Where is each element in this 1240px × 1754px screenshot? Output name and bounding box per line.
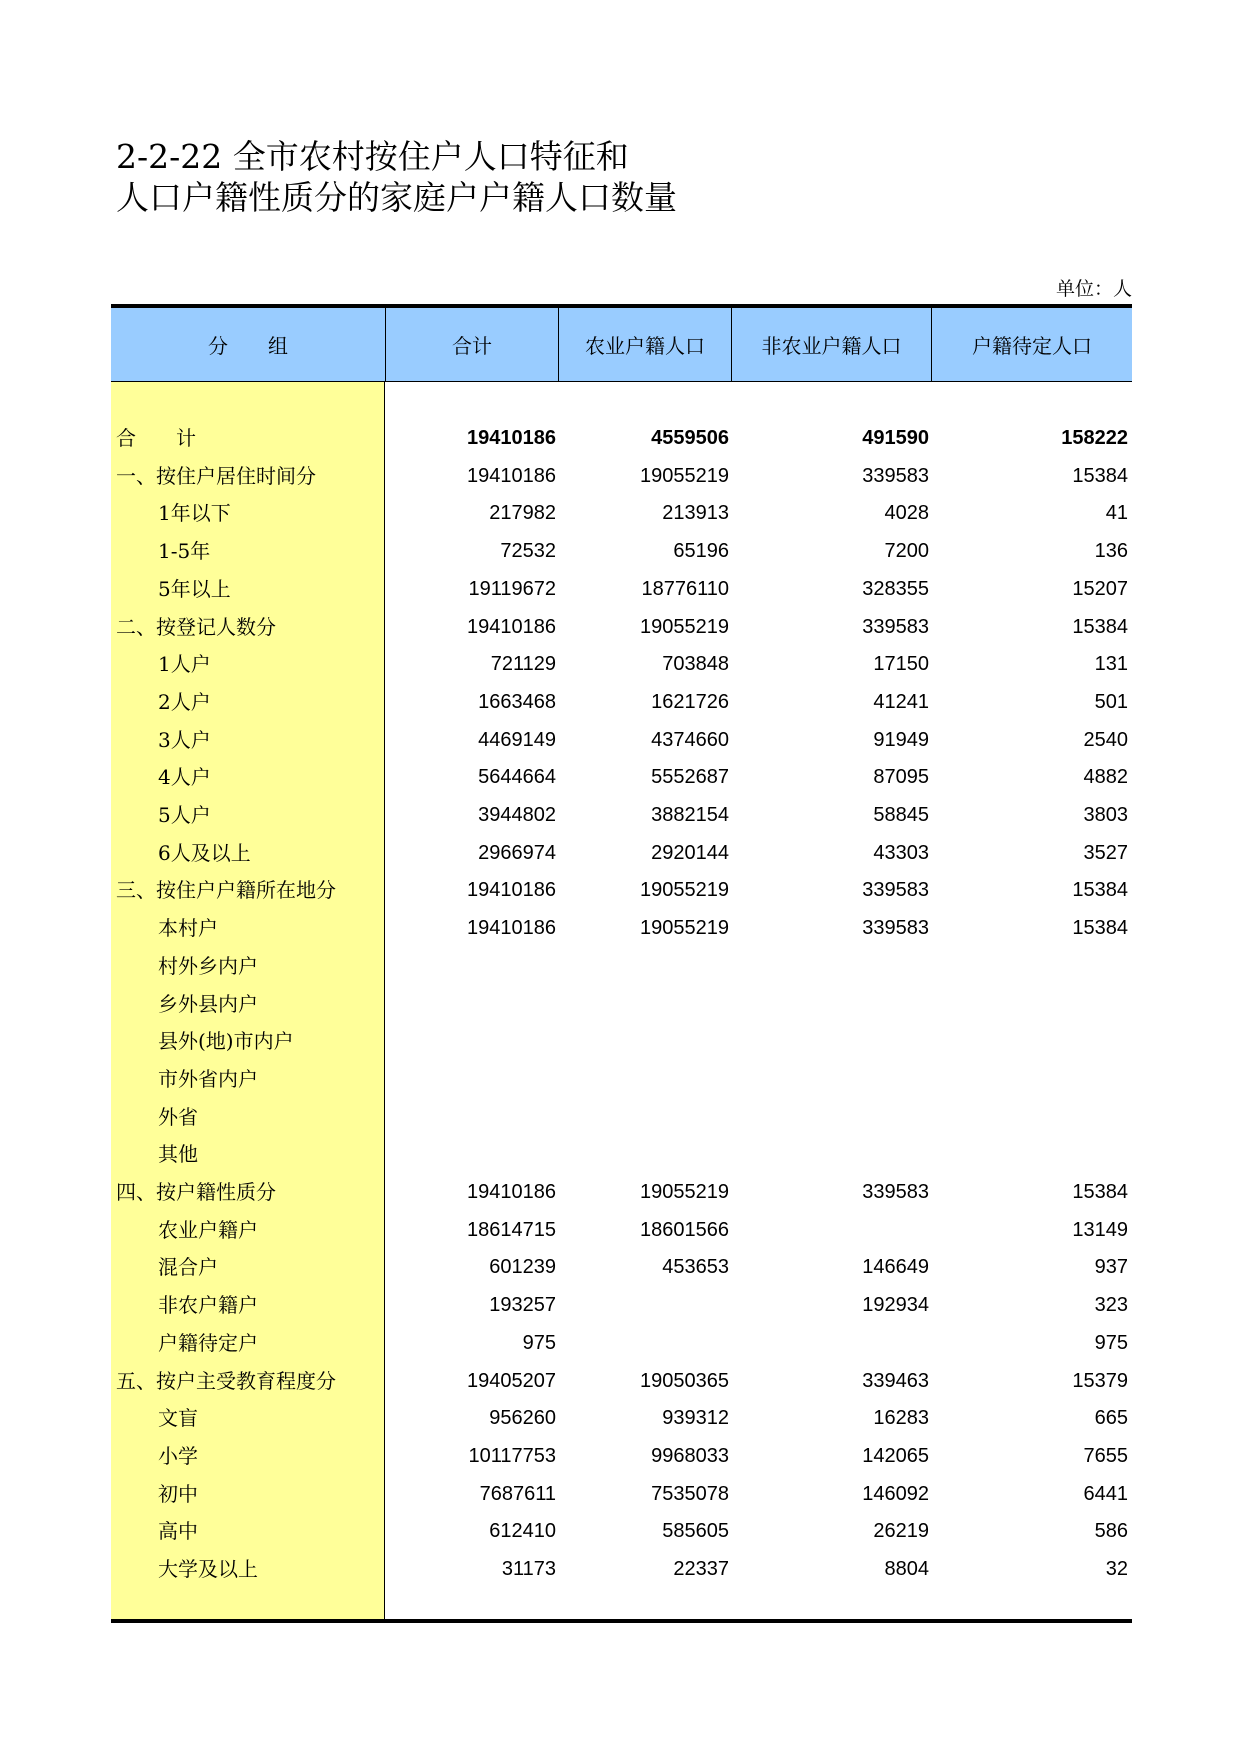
row-label: 合 计 [116,426,196,450]
table-row [111,1476,1132,1514]
cell-pending: 13149 [1072,1218,1128,1241]
cell-total: 10117753 [468,1444,556,1467]
cell-agri: 453653 [662,1256,729,1279]
table-header [111,308,1132,382]
table-row [111,797,1132,835]
cell-agri: 19050365 [640,1369,729,1392]
row-label: 小学 [158,1443,198,1468]
cell-agri: 22337 [673,1558,729,1580]
cell-total: 3944802 [478,804,556,826]
cell-pending: 975 [1094,1331,1128,1354]
cell-nonagri: 146649 [862,1256,929,1279]
cell-agri: 19055219 [640,879,729,902]
table-row [111,646,1132,684]
cell-agri: 4374660 [651,728,729,751]
cell-agri: 7535078 [651,1482,729,1505]
header-total: 合计 [386,308,559,381]
table-row [111,533,1132,571]
row-label: 村外乡内户 [158,953,258,978]
cell-total: 18614715 [467,1218,556,1241]
cell-agri: 65196 [673,540,729,563]
cell-agri: 939312 [662,1407,729,1430]
row-label: 6人及以上 [158,840,251,865]
row-label: 户籍待定户 [158,1330,258,1355]
row-label: 县外(地)市内户 [158,1029,294,1054]
cell-total: 31173 [501,1558,556,1580]
cell-nonagri: 7200 [884,540,929,563]
cell-agri: 18776110 [641,577,729,600]
cell-pending: 665 [1094,1407,1128,1430]
cell-total: 217982 [489,502,556,525]
table-row [111,1363,1132,1401]
cell-pending: 3803 [1083,804,1128,826]
cell-agri: 19055219 [640,464,729,487]
cell-total: 2966974 [478,841,556,864]
cell-nonagri: 43303 [873,841,929,864]
table-row [111,684,1132,722]
cell-total: 72532 [500,540,556,563]
cell-nonagri: 328355 [862,577,929,600]
row-label: 农业户籍户 [158,1217,258,1242]
cell-nonagri: 41241 [873,690,929,713]
cell-pending: 41 [1105,502,1128,525]
cell-pending: 6441 [1083,1482,1128,1505]
cell-total: 19410186 [467,464,556,487]
cell-total: 19410186 [467,879,556,902]
table-row [111,1023,1132,1061]
cell-total: 956260 [489,1407,556,1430]
header-pending: 户籍待定人口 [972,334,1092,358]
cell-nonagri: 339583 [862,615,929,638]
row-label: 混合户 [158,1255,218,1280]
cell-agri: 5552687 [651,766,729,789]
cell-nonagri: 16283 [873,1407,929,1430]
table-row [111,835,1132,873]
row-label: 其他 [158,1142,198,1167]
table-row [111,1061,1132,1099]
cell-total: 19410186 [467,1181,556,1203]
cell-nonagri: 17150 [873,653,929,676]
cell-pending: 15384 [1072,464,1128,487]
header-agri: 农业户籍人口 [559,308,732,381]
cell-total: 4469149 [478,728,556,751]
cell-pending: 4882 [1083,766,1128,789]
cell-nonagri: 91949 [873,728,929,751]
page-title [116,136,677,218]
cell-total: 1663468 [478,690,556,713]
cell-agri: 19055219 [640,917,729,940]
cell-nonagri: 339583 [862,1181,929,1203]
row-label: 二、按登记人数分 [116,614,276,639]
cell-pending: 15207 [1072,577,1128,600]
cell-pending: 937 [1094,1256,1128,1279]
cell-nonagri: 491590 [862,427,929,449]
table-row [111,1099,1132,1137]
row-label: 2人户 [158,689,211,714]
data-table [111,304,1132,1626]
table-row [111,495,1132,533]
table-row [111,948,1132,986]
cell-total: 193257 [489,1294,556,1317]
row-label: 初中 [158,1481,198,1506]
cell-nonagri: 339463 [862,1369,929,1392]
row-label: 市外省内户 [158,1066,258,1091]
cell-agri: 9968033 [651,1444,729,1467]
cell-total: 19410186 [467,427,556,449]
cell-nonagri: 4028 [884,502,929,525]
cell-pending: 323 [1094,1294,1128,1317]
cell-pending: 158222 [1061,427,1128,449]
cell-pending: 7655 [1083,1444,1128,1467]
row-label: 1年以下 [158,501,231,526]
cell-total: 19405207 [467,1369,556,1392]
table-row [111,1136,1132,1174]
table-row [111,722,1132,760]
table-row [111,1438,1132,1476]
row-label: 外省 [158,1104,198,1129]
row-label: 1人户 [158,652,211,677]
cell-agri: 18601566 [640,1218,729,1241]
cell-total: 721129 [490,653,556,676]
cell-nonagri: 87095 [873,766,929,789]
row-label: 非农户籍户 [158,1293,258,1318]
cell-nonagri: 339583 [862,917,929,940]
table-row [111,1212,1132,1250]
cell-agri: 703848 [662,653,729,676]
cell-nonagri: 339583 [862,464,929,487]
row-label: 文盲 [158,1406,198,1431]
unit-label: 单位：人 [1055,278,1132,300]
table-row [111,910,1132,948]
header-group: 分 组 [111,308,386,381]
cell-agri: 4559506 [651,427,729,449]
cell-total: 601239 [489,1256,556,1279]
cell-pending: 3527 [1083,841,1128,864]
cell-pending: 2540 [1083,728,1128,751]
row-label: 本村户 [158,916,218,941]
cell-agri: 585605 [662,1520,729,1543]
table-row [111,1513,1132,1551]
table-row [111,759,1132,797]
cell-agri: 19055219 [640,615,729,638]
cell-pending: 32 [1105,1558,1128,1580]
cell-nonagri: 142065 [862,1444,929,1467]
cell-total: 5644664 [478,766,556,789]
row-label: 1-5年 [158,539,211,564]
row-label: 5人户 [158,803,211,827]
cell-total: 975 [522,1331,556,1354]
cell-total: 19410186 [467,615,556,638]
table-row [111,1287,1132,1325]
cell-pending: 15379 [1072,1369,1128,1392]
cell-total: 19119672 [468,577,556,600]
title-line-1: 2-2-22 全市农村按住户人口特征和 [116,137,629,176]
cell-pending: 15384 [1072,615,1128,638]
cell-nonagri: 58845 [873,804,929,826]
row-label: 一、按住户居住时间分 [116,463,316,488]
cell-agri: 3882154 [651,804,729,826]
table-row [111,458,1132,496]
row-label: 四、按户籍性质分 [116,1180,276,1204]
cell-nonagri: 146092 [862,1482,929,1505]
cell-nonagri: 339583 [862,879,929,902]
table-bottom-rule [111,1619,1132,1623]
cell-pending: 131 [1094,653,1128,676]
row-label: 3人户 [158,727,211,752]
table-row [111,1551,1132,1589]
cell-agri: 213913 [662,502,729,525]
table-row [111,571,1132,609]
row-label: 大学及以上 [158,1557,258,1581]
cell-pending: 15384 [1072,879,1128,902]
table-row [111,1174,1132,1212]
table-row [111,986,1132,1024]
row-label: 5年以上 [158,576,231,601]
row-label: 三、按住户户籍所在地分 [116,878,336,903]
cell-pending: 15384 [1072,917,1128,940]
title-line-2: 人口户籍性质分的家庭户户籍人口数量 [116,178,677,217]
table-row [111,609,1132,647]
row-label: 乡外县内户 [158,991,258,1016]
table-row [111,1325,1132,1363]
cell-pending: 136 [1094,540,1128,563]
row-label: 高中 [158,1519,198,1544]
cell-nonagri: 26219 [873,1520,929,1543]
table-row [111,1400,1132,1438]
table-row [111,872,1132,910]
cell-agri: 19055219 [640,1181,729,1203]
header-nonagri: 非农业户籍人口 [732,308,932,381]
cell-total: 612410 [489,1520,556,1543]
cell-total: 7687611 [479,1482,556,1505]
table-row [111,1249,1132,1287]
cell-agri: 2920144 [651,841,729,864]
table-row [111,420,1132,458]
cell-nonagri: 192934 [862,1294,929,1317]
row-label: 五、按户主受教育程度分 [116,1368,336,1393]
cell-total: 19410186 [467,917,556,940]
row-label: 4人户 [158,765,211,790]
cell-pending: 586 [1094,1520,1128,1543]
cell-nonagri: 8804 [884,1558,929,1580]
cell-pending: 15384 [1072,1181,1128,1203]
cell-pending: 501 [1094,690,1128,713]
cell-agri: 1621726 [651,690,729,713]
